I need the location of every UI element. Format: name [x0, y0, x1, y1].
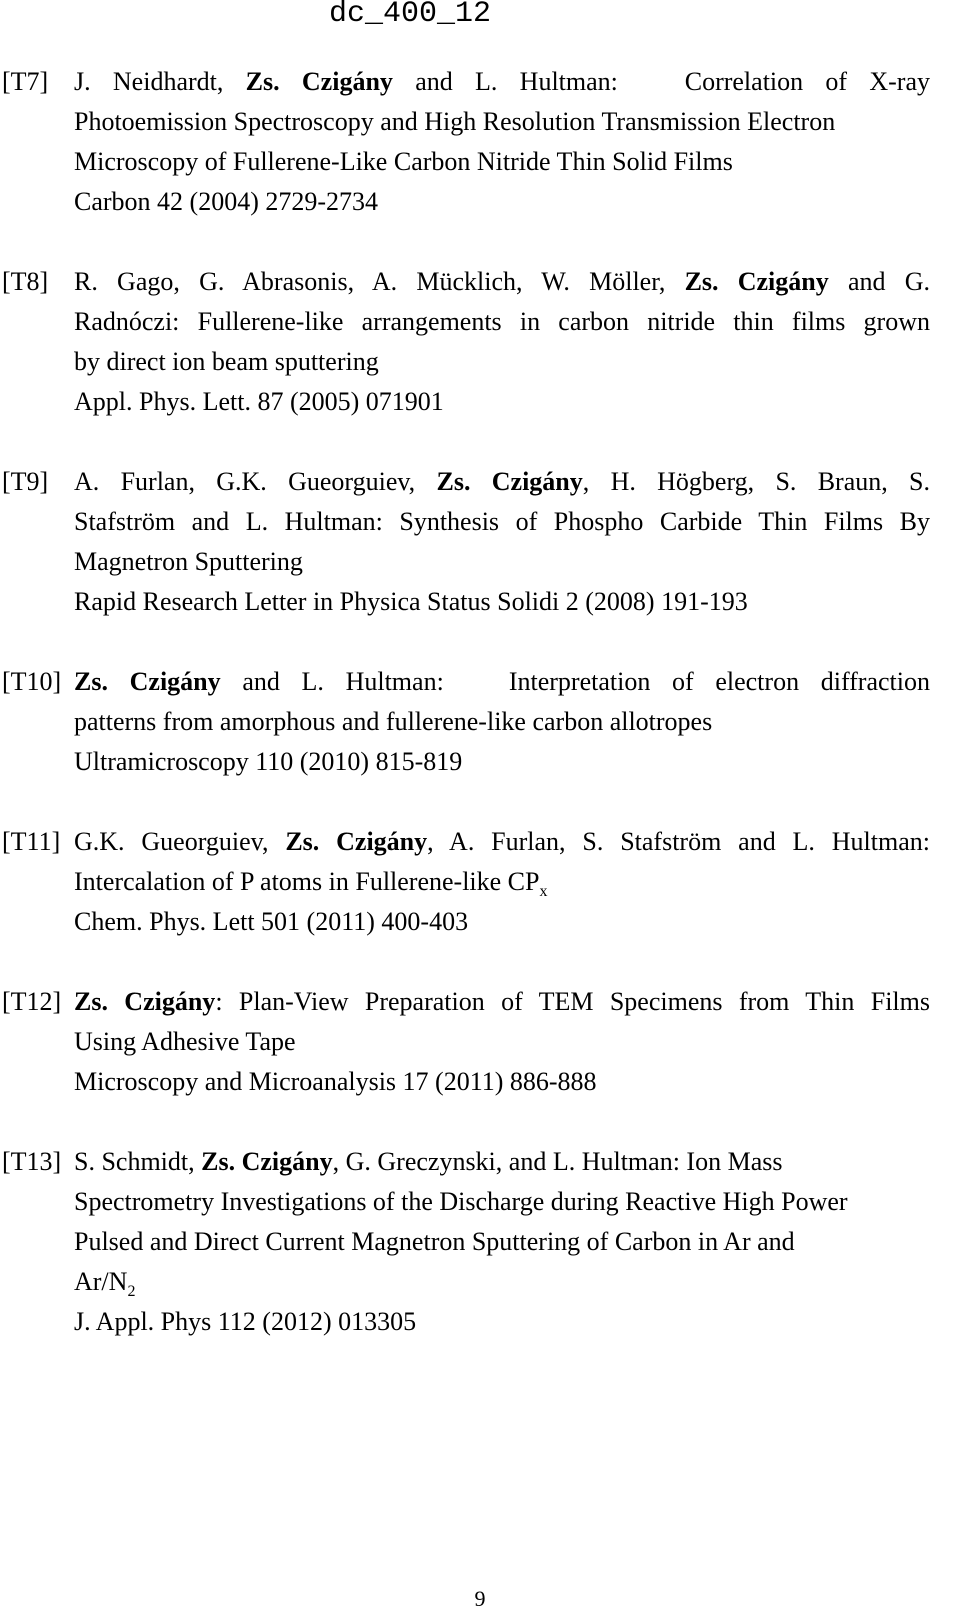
subscript: x [539, 883, 548, 900]
reference-label: [T12] [2, 987, 62, 1016]
highlighted-author: Zs. Czigány [201, 1147, 333, 1176]
authors: J. Neidhardt, [74, 67, 246, 96]
reference-t11 [0, 822, 960, 942]
highlighted-author: Zs. Czigány [245, 67, 393, 96]
reference-title: patterns from amorphous and fullerene-like carbon allotropes [74, 707, 713, 736]
reference-journal: Rapid Research Letter in Physica Status Solidi 2 (2008) 191-193 [74, 587, 748, 616]
reference-title: Interpretation of electron diffraction [508, 667, 930, 696]
reference-title: Photoemission Spectroscopy and High Resolution Transmission Electron Microscopy of Fullerene-Like Carbon Nitride Thin Solid Films [74, 107, 836, 176]
reference-journal: Microscopy and Microanalysis 17 (2011) 886-888 [74, 1067, 597, 1096]
authors: , G. Greczynski, and L. Hultman: Ion Mass [332, 1147, 783, 1176]
reference-t13 [0, 1142, 960, 1342]
authors: S. Schmidt, [74, 1147, 202, 1176]
subscript: 2 [127, 1283, 136, 1300]
reference-journal: J. Appl. Phys 112 (2012) 013305 [74, 1307, 417, 1336]
reference-t8 [0, 262, 960, 422]
reference-title: Using Adhesive Tape [74, 1027, 296, 1056]
highlighted-author: Zs. Czigány [684, 267, 829, 296]
reference-journal: Carbon 42 (2004) 2729-2734 [74, 187, 379, 216]
reference-title: Spectrometry Investigations of the Discharge during Reactive High Power [74, 1187, 848, 1216]
highlighted-author: Zs. Czigány [74, 987, 216, 1016]
reference-authors-line [74, 1142, 930, 1182]
page-number: 9 [474, 1586, 486, 1611]
reference-title: Magnetron Sputtering [74, 547, 303, 576]
reference-journal: Chem. Phys. Lett 501 (2011) 400-403 [74, 907, 469, 936]
reference-t12 [0, 982, 960, 1102]
reference-title: Radnóczi: Fullerene-like arrangements in carbon nitride thin films grown [74, 307, 930, 336]
reference-t7 [0, 62, 960, 222]
reference-title: Stafström and L. Hultman: Synthesis of Phospho Carbide Thin Films By [74, 507, 930, 536]
reference-journal: Appl. Phys. Lett. 87 (2005) 071901 [74, 387, 444, 416]
document-code: dc_400_12 [328, 0, 492, 31]
reference-authors-line [74, 462, 930, 502]
reference-title: Correlation of X-ray [684, 67, 930, 96]
highlighted-author: Zs. Czigány [285, 827, 428, 856]
highlighted-author: Zs. Czigány [436, 467, 583, 496]
reference-journal: Ultramicroscopy 110 (2010) 815-819 [74, 747, 463, 776]
authors: , A. Furlan, S. Stafström and L. Hultman: [427, 827, 930, 856]
authors: and G. [828, 267, 930, 296]
authors: and L. Hultman: [392, 67, 618, 96]
reference-label: [T10] [2, 667, 62, 696]
reference-label: [T11] [2, 827, 61, 856]
reference-authors-line [74, 662, 930, 702]
reference-authors-line [74, 982, 930, 1022]
reference-title-text: Ar/N [74, 1267, 128, 1296]
authors: R. Gago, G. Abrasonis, A. Mücklich, W. Möller, [74, 267, 685, 296]
reference-title: Pulsed and Direct Current Magnetron Sputtering of Carbon in Ar and [74, 1227, 795, 1256]
reference-authors-line [74, 262, 930, 302]
reference-authors-line [74, 822, 930, 862]
reference-title: by direct ion beam sputtering [74, 347, 379, 376]
authors: and L. Hultman: [220, 667, 444, 696]
reference-label: [T8] [2, 267, 49, 296]
authors: , H. Högberg, S. Braun, S. [582, 467, 930, 496]
reference-list [0, 62, 960, 1382]
reference-title [74, 862, 930, 902]
authors: G.K. Gueorguiev, [74, 827, 286, 856]
reference-authors-line [74, 62, 930, 102]
reference-label: [T13] [2, 1147, 62, 1176]
reference-title-text: Intercalation of P atoms in Fullerene-like CP [74, 867, 540, 896]
reference-t10 [0, 662, 960, 782]
reference-title [74, 1262, 930, 1302]
reference-label: [T9] [2, 467, 49, 496]
reference-label: [T7] [2, 67, 49, 96]
reference-t9 [0, 462, 960, 622]
authors: A. Furlan, G.K. Gueorguiev, [74, 467, 437, 496]
highlighted-author: Zs. Czigány [74, 667, 221, 696]
reference-title: : Plan-View Preparation of TEM Specimens from Thin Films [215, 987, 930, 1016]
